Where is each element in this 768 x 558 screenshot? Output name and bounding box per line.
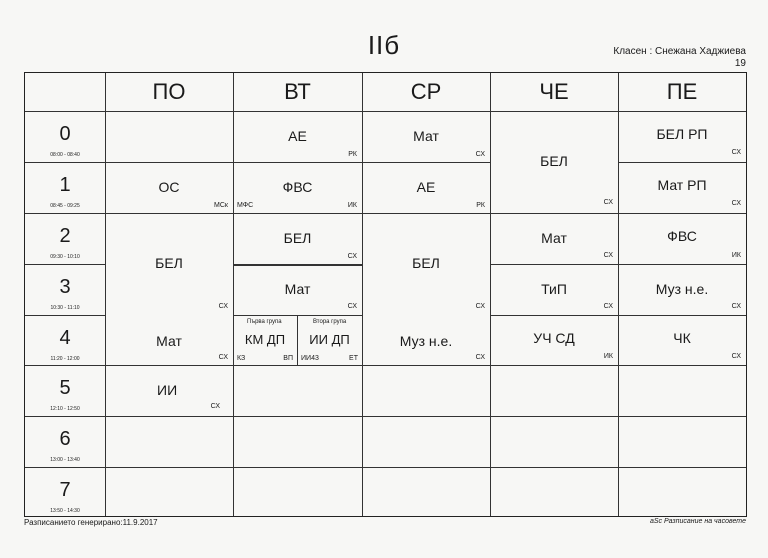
lesson-tue-1: ФВС МФС ИК <box>237 179 357 209</box>
day-header-fri: ПЕ <box>666 79 698 104</box>
period-0: 0 08:00 - 08:40 <box>50 123 80 158</box>
class-title: IIб <box>367 30 401 60</box>
lesson-fri-2: ФВС ИК <box>667 228 741 259</box>
lesson-thu-2: Мат СХ <box>541 230 613 259</box>
lesson-wed-4: Муз н.е. СХ <box>399 333 485 361</box>
day-header-wed: СР <box>410 79 442 104</box>
lesson-fri-0: БЕЛ РП СХ <box>656 126 741 156</box>
lesson-fri-4: ЧК СХ <box>673 330 741 360</box>
lesson-tue-4-group1: Първа група КМ ДП КЗ ВП <box>237 319 293 362</box>
day-header-tue: ВТ <box>284 79 311 104</box>
lesson-thu-4: УЧ СД ИК <box>533 330 613 360</box>
page-number: 19 <box>734 58 746 69</box>
period-3: 3 10:30 - 11:10 <box>50 276 80 311</box>
lesson-fri-1: Мат РП СХ <box>657 177 741 207</box>
lesson-tue-0: АЕ РК <box>288 128 357 158</box>
lesson-thu-3: ТиП СХ <box>541 281 613 310</box>
period-5: 5 12:10 - 12:50 <box>50 377 80 412</box>
day-header-thu: ЧЕ <box>539 79 569 104</box>
lesson-mon-2-3: БЕЛ СХ <box>155 255 228 310</box>
lesson-mon-5: ИИ СХ <box>157 382 220 410</box>
lesson-wed-2-3: БЕЛ СХ <box>412 255 485 310</box>
generated-date: Разписанието генерирано:11.9.2017 <box>24 518 158 527</box>
period-1: 1 08:45 - 09:25 <box>50 174 80 209</box>
lesson-tue-4-group2: Втора група ИИ ДП ИИ43 ЕТ <box>301 319 358 362</box>
lesson-thu-0-1: БЕЛ СХ <box>540 153 613 206</box>
lesson-wed-1: АЕ РК <box>416 179 485 209</box>
class-teacher: Класен : Снежана Хаджиева <box>613 46 746 57</box>
lesson-tue-3: Мат СХ <box>284 281 357 310</box>
timetable-grid <box>24 72 747 517</box>
period-6: 6 13:00 - 13:40 <box>50 428 80 463</box>
lesson-tue-2: БЕЛ СХ <box>283 230 357 260</box>
software-credit: aSc Разписание на часовете <box>649 518 746 525</box>
period-4: 4 11:20 - 12:00 <box>50 327 80 362</box>
day-header-mon: ПО <box>152 79 186 104</box>
period-2: 2 09:30 - 10:10 <box>50 225 80 260</box>
lesson-wed-0: Мат СХ <box>413 128 485 158</box>
lesson-mon-1: ОС МСк <box>158 179 228 209</box>
lesson-fri-3: Муз н.е. СХ <box>655 281 741 310</box>
lesson-mon-4: Мат СХ <box>156 333 228 361</box>
period-7: 7 13:50 - 14:30 <box>50 479 80 514</box>
